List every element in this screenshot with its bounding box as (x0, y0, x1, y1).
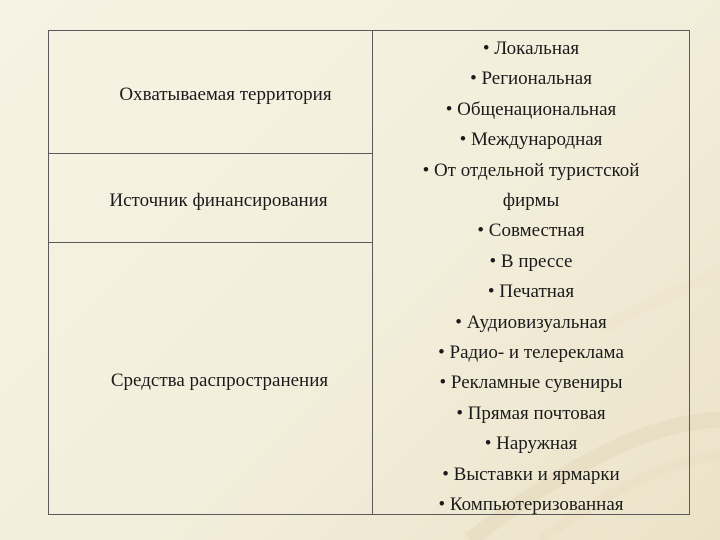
list-item: • Рекламные сувениры (439, 372, 623, 394)
items-column (373, 31, 689, 514)
list-item: • Компьютеризованная (438, 494, 624, 516)
row-label-distribution: Средства распространения (110, 369, 329, 391)
list-item: • Аудиовизуальная (455, 311, 607, 333)
row-label-financing: Источник финансирования (49, 154, 372, 243)
list-item: • Прямая почтовая (456, 402, 606, 424)
list-item: • Выставки и ярмарки (442, 463, 620, 485)
list-item: • Наружная (484, 433, 578, 455)
list-item: • Печатная (487, 281, 575, 303)
label-column (49, 31, 373, 514)
list-item: • Региональная (470, 68, 592, 90)
list-item: • Радио- и телереклама (438, 342, 624, 364)
row-label-territory: Охватываемая территория (49, 31, 372, 154)
list-item: • Локальная (482, 38, 580, 59)
list-item: • От отдельной туристской (422, 159, 640, 181)
list-item: фирмы (502, 190, 560, 212)
list-item: • В прессе (489, 250, 573, 272)
list-item: • Общенациональная (445, 98, 617, 120)
list-item: • Совместная (477, 220, 585, 242)
info-table (48, 30, 690, 515)
list-item: • Международная (459, 129, 603, 151)
